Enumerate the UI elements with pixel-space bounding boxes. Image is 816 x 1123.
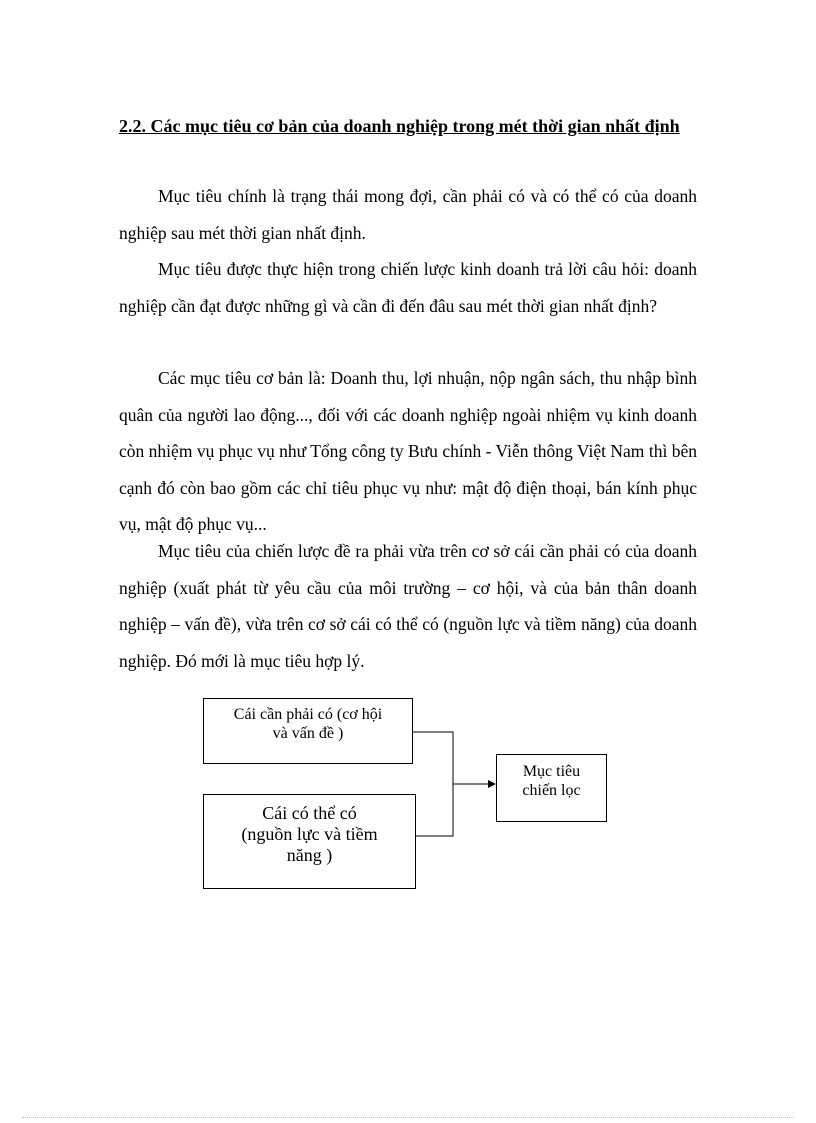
diagram-box-can bbox=[203, 794, 416, 889]
box-goal-line-1: Mục tiêu bbox=[522, 763, 581, 780]
box-can-line-2: (nguồn lực và tiềm bbox=[241, 824, 378, 844]
box-need-line-2: và vấn đề ) bbox=[272, 725, 344, 742]
box-need-line-1: Cái cần phải có (cơ hội bbox=[233, 706, 383, 723]
connector-can bbox=[416, 784, 453, 836]
paragraph-goal-strategy: Mục tiêu được thực hiện trong chiến lược kinh doanh trả lời câu hỏi: doanh nghiệp cần đạt được những gì và cần đi đến đâu sau mét thời gian nhất định? bbox=[119, 259, 697, 316]
connector-need bbox=[413, 732, 453, 784]
diagram-box-goal bbox=[496, 754, 607, 822]
diagram-box-need bbox=[203, 698, 413, 764]
paragraph-goal-definition: Mục tiêu chính là trạng thái mong đợi, cần phải có và có thể có của doanh nghiệp sau mét thời gian nhất định. bbox=[119, 186, 697, 243]
paragraph-basic-goals: Các mục tiêu cơ bản là: Doanh thu, lợi nhuận, nộp ngân sách, thu nhập bình quân của người lao động..., đối với các doanh nghiệp ngoài nhiệm vụ kinh doanh còn nhiệm vụ phục vụ như Tổng công ty Bưu chính - Viễn thông Việt Nam thì bên cạnh đó còn bao gồm các chỉ tiêu phục vụ như: mật độ điện thoại, bán kính phục vụ, mật độ phục vụ... bbox=[119, 368, 697, 534]
paragraph-reasonable-goal: Mục tiêu của chiến lược đề ra phải vừa trên cơ sở cái cần phải có của doanh nghiệp (xuất phát từ yêu cầu của môi trường – cơ hội, và của bản thân doanh nghiệp – vấn đề), vừa trên cơ sở cái có thể có (nguồn lực và tiềm năng) của doanh nghiệp. Đó mới là mục tiêu hợp lý. bbox=[119, 541, 697, 671]
box-can-line-3: năng ) bbox=[286, 845, 333, 865]
section-heading: 2.2. Các mục tiêu cơ bản của doanh nghiệp trong mét thời gian nhất định bbox=[119, 116, 680, 136]
box-can-line-1: Cái có thể có bbox=[262, 803, 357, 823]
page-bottom-rule bbox=[22, 1117, 794, 1118]
box-goal-line-2: chiến lọc bbox=[522, 782, 581, 799]
